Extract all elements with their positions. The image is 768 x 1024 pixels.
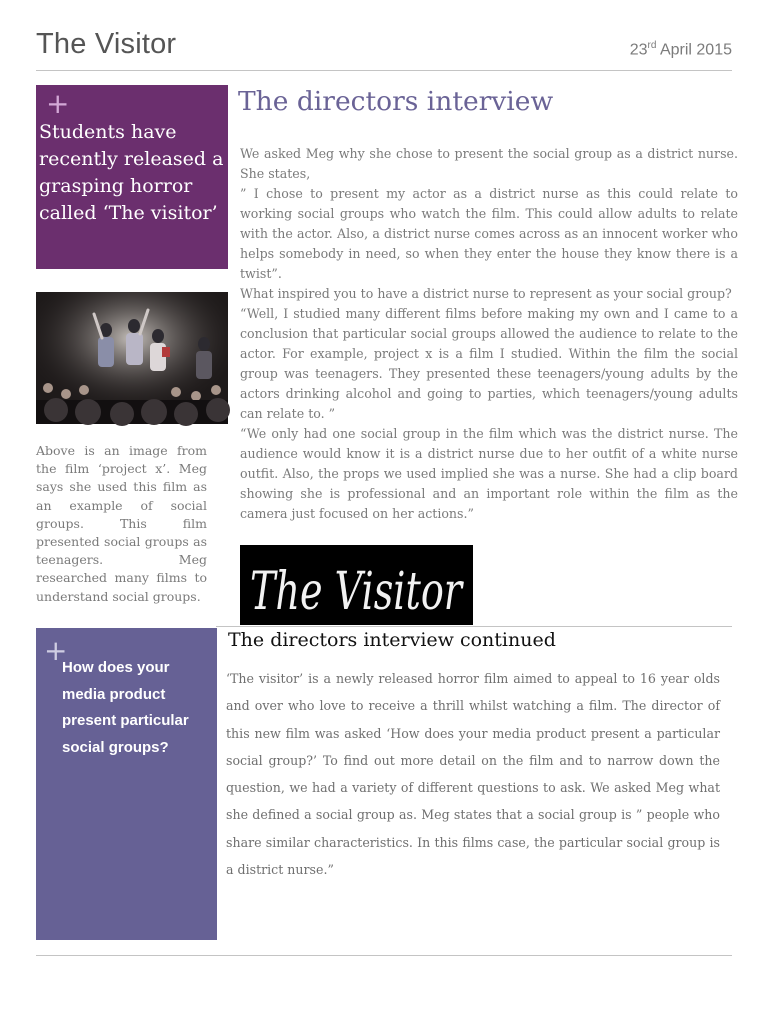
continued-body: ‘The visitor’ is a newly released horror film aimed to appeal to 16 year olds and over who love to receive a thrill whilst watching a film. The director of this new film was asked ‘How does your media product present a particular social group?’ To find out more detail on the film and to narrow down the question, we had a variety of different questions to ask. We asked Meg what she defined a social group as. Meg states that a social group is ” people who share similar characteristics. In this films case, the particular social group is a district nurse.” bbox=[226, 671, 720, 878]
header-divider bbox=[36, 70, 732, 71]
date-day: 23 bbox=[629, 41, 648, 59]
date-month-year: April 2015 bbox=[656, 41, 732, 59]
film-logo bbox=[240, 545, 473, 625]
article-body bbox=[240, 144, 738, 524]
film-logo-artwork bbox=[240, 545, 473, 625]
article-paragraph: What inspired you to have a district nurse to represent as your social group? bbox=[240, 286, 732, 301]
article-paragraph: “Well, I studied many different films before making my own and I came to a conclusion that particular social groups allowed the audience to relate to the actor. For example, project x is a film I studied. Within the film the social group was teenagers. They presented these teenagers/young adults by the actors drinking alcohol and going to parties, which teenagers/young adults can relate to. ” bbox=[240, 306, 738, 421]
continued-title: The directors interview continued bbox=[228, 629, 556, 651]
issue-date bbox=[630, 40, 732, 59]
masthead-title: The Visitor bbox=[36, 28, 177, 60]
question-text: How does your media product present particular social groups? bbox=[62, 659, 189, 756]
plus-icon: + bbox=[44, 634, 68, 667]
concert-crowd-photo bbox=[36, 292, 228, 424]
photo-illustration bbox=[36, 292, 228, 424]
article-paragraph: ” I chose to present my actor as a district nurse as this could relate to working social groups who watch the film. This could allow adults to relate with the actor. Also, a district nurse comes across as an innocent worker who helps somebody in need, so when they enter the house they know there is a twist”. bbox=[240, 186, 738, 281]
plus-icon: + bbox=[46, 87, 70, 120]
article-title: The directors interview bbox=[238, 86, 554, 117]
footer-divider bbox=[36, 955, 732, 956]
date-suffix: rd bbox=[647, 40, 657, 51]
teaser-box bbox=[36, 85, 228, 269]
article-paragraph: We asked Meg why she chose to present the social group as a district nurse. She states, bbox=[240, 146, 738, 181]
question-box bbox=[36, 628, 217, 940]
teaser-text: Students have recently released a grasping horror called ‘The visitor’ bbox=[39, 121, 224, 224]
article-paragraph: “We only had one social group in the film which was the district nurse. The audience would know it is a district nurse due to her outfit of a white nurse outfit. Also, the props we used implied she was a nurse. She had a clip board showing she is professional and an important role within the film as the camera just focused on her actions.” bbox=[240, 426, 738, 521]
section-divider bbox=[216, 626, 732, 627]
film-logo-text: The Visitor bbox=[250, 562, 465, 622]
photo-caption: Above is an image from the film ‘project x’. Meg says she used this film as an example of social groups. This film presented social groups as teenagers. Meg researched many films to understand social groups. bbox=[36, 443, 207, 604]
